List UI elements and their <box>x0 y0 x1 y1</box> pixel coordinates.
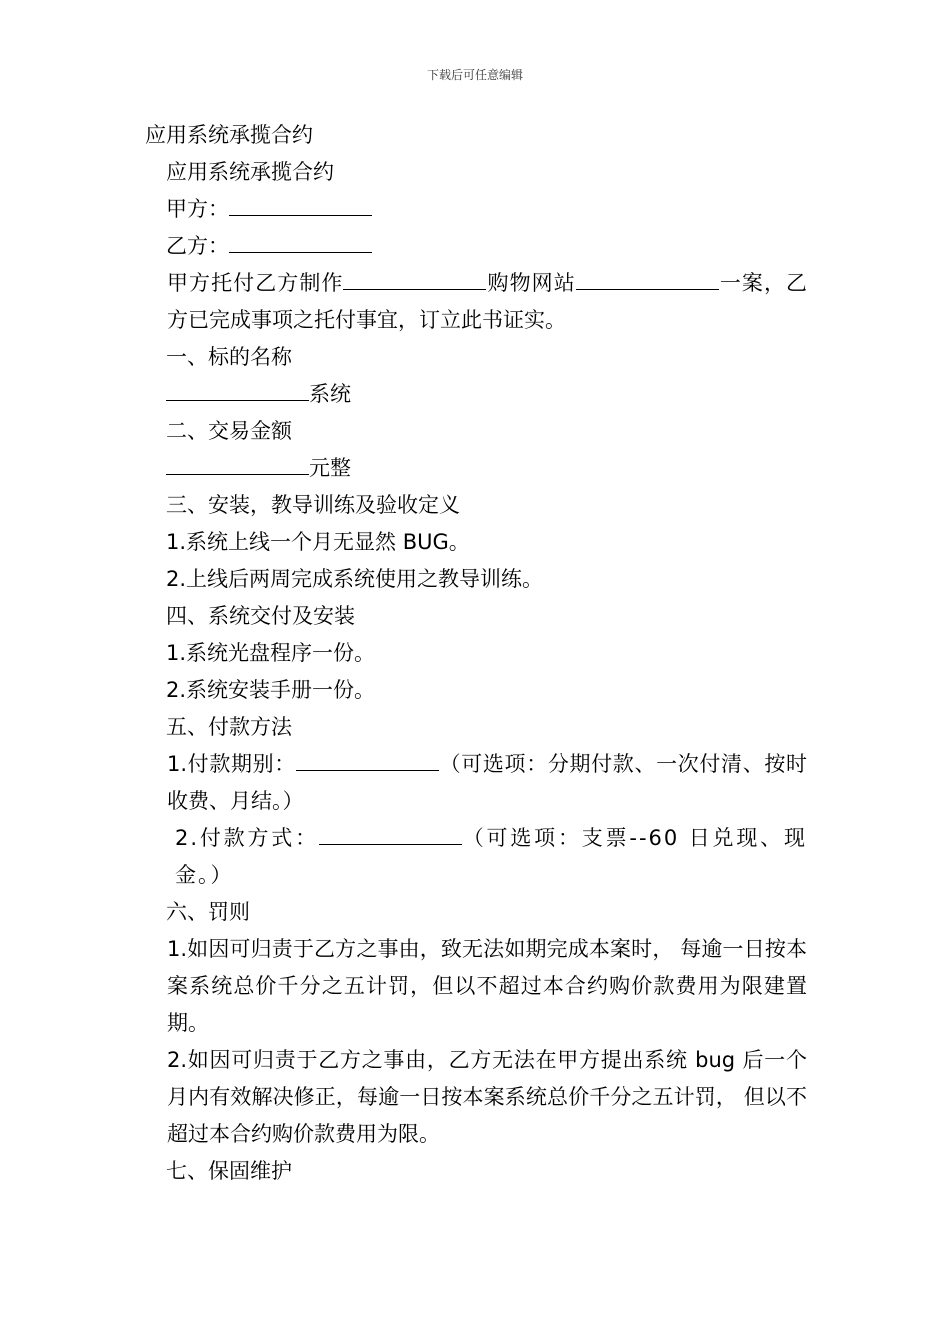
section-4-item-1: 1.系统光盘程序一份。 <box>166 641 376 665</box>
party-a-line <box>145 191 807 228</box>
intro-blank-2 <box>576 267 719 290</box>
payment-method-blank <box>319 822 462 845</box>
section-6-item-1: 1.如因可归责于乙方之事由，致无法如期完成本案时， 每逾一日按本案系统总价千分之五计罚，但以不超过本合约购价款费用为限建置期。 <box>167 937 807 1035</box>
party-a-blank <box>229 193 372 216</box>
party-a-label: 甲方： <box>166 197 229 221</box>
section-3-item-1: 1.系统上线一个月无显然 BUG。 <box>166 530 470 554</box>
party-b-blank <box>229 230 372 253</box>
section-7-title: 七、保固维护 <box>166 1159 292 1183</box>
section-6-title: 六、罚则 <box>166 900 250 924</box>
section-4-item-2: 2.系统安装手册一份。 <box>166 678 376 702</box>
party-b-line <box>145 228 807 265</box>
payment-method-label: 2.付款方式： <box>175 826 319 850</box>
document-title: 应用系统承揽合约 <box>145 123 313 147</box>
section-5-item-1 <box>145 746 807 820</box>
section-1-line <box>145 376 807 413</box>
section-1-title: 一、标的名称 <box>166 345 292 369</box>
section-2-blank <box>166 452 309 475</box>
payment-method-note: （可选项：支票--60 日兑现、现金。） <box>175 826 807 887</box>
document-subtitle: 应用系统承揽合约 <box>166 160 334 184</box>
intro-text-2: 购物网站 <box>486 271 576 295</box>
section-5-title: 五、付款方法 <box>166 715 292 739</box>
section-1-blank <box>166 378 309 401</box>
payment-period-blank <box>296 748 439 771</box>
section-3-item-2: 2.上线后两周完成系统使用之教导训练。 <box>166 567 544 591</box>
section-6-item-2: 2.如因可归责于乙方之事由，乙方无法在甲方提出系统 bug 后一个月内有效解决修正，每逾一日按本案系统总价千分之五计罚， 但以不超过本合约购价款费用为限。 <box>167 1048 807 1146</box>
contract-document <box>145 117 807 1190</box>
payment-period-label: 1.付款期别： <box>167 752 296 776</box>
intro-text-1: 甲方托付乙方制作 <box>167 271 344 295</box>
section-3-title: 三、安装，教导训练及验收定义 <box>166 493 460 517</box>
page-header: 下载后可任意编辑 <box>426 68 523 82</box>
section-2-title: 二、交易金额 <box>166 419 292 443</box>
section-1-suffix: 系统 <box>309 382 351 406</box>
intro-text-3: 一案，乙方已完成事项之托付事宜，订立此书证实。 <box>167 271 808 332</box>
intro-paragraph <box>145 265 807 339</box>
party-b-label: 乙方： <box>166 234 229 258</box>
payment-period-note: （可选项：分期付款、一次付清、按时收费、月结。） <box>167 752 807 813</box>
intro-blank-1 <box>343 267 486 290</box>
section-2-suffix: 元整 <box>309 456 351 480</box>
section-4-title: 四、系统交付及安装 <box>166 604 355 628</box>
section-2-line <box>145 450 807 487</box>
section-5-item-2 <box>145 820 807 894</box>
